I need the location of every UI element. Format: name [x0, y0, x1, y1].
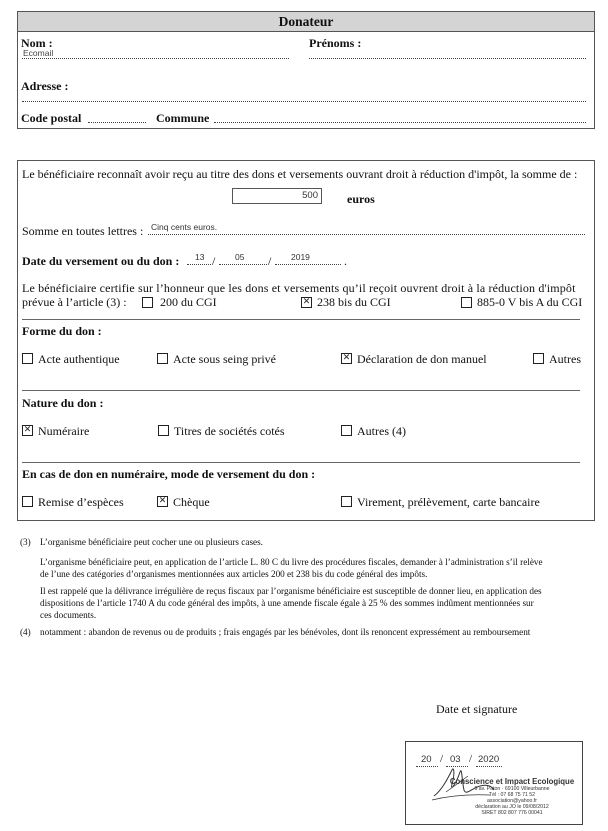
article-238-label: 238 bis du CGI — [317, 295, 391, 309]
code-postal-label: Code postal — [21, 111, 82, 125]
note-4-number: (4) — [20, 627, 31, 637]
article-238-checkbox[interactable]: ✕ — [302, 297, 311, 307]
stamp-line-5: SIRET 802 807 776 00041 — [481, 810, 543, 816]
amount-value: 500 — [302, 190, 318, 201]
date-day[interactable]: 13 — [195, 252, 205, 262]
signature-day: 20 — [421, 754, 432, 765]
forme-sous-seing-label: Acte sous seing privé — [173, 352, 276, 366]
forme-autres-label: Autres — [549, 352, 581, 366]
nature-numeraire-checkbox[interactable]: ✕ — [23, 425, 32, 435]
letters-dotted-line — [148, 234, 585, 235]
forme-acte-authentique-label: Acte authentique — [38, 352, 120, 366]
forme-title: Forme du don : — [22, 324, 102, 338]
note-3-p3a: Il est rappelé que la délivrance irrégulière de reçus fiscaux par l’organisme bénéficiaire est susceptible de donner lieu, en application des — [40, 586, 542, 596]
prenoms-label: Prénoms : — [309, 36, 362, 50]
forme-sous-seing-checkbox[interactable] — [157, 353, 168, 364]
signature-year: 2020 — [478, 754, 500, 765]
note-3-p3c: ces documents. — [40, 610, 97, 620]
mode-virement-checkbox[interactable] — [341, 496, 352, 507]
commune-label: Commune — [156, 111, 210, 125]
receipt-intro: Le bénéficiaire reconnaît avoir reçu au titre des dons et versements ouvrant droit à réduction d'impôt, la somme de : — [22, 167, 578, 181]
nom-label: Nom : — [21, 36, 53, 50]
divider-2 — [22, 390, 580, 391]
adresse-dotted-line — [22, 101, 586, 102]
mode-especes-label: Remise d’espèces — [38, 495, 124, 509]
prenoms-dotted-line — [309, 58, 586, 59]
letters-value[interactable]: Cinq cents euros. — [151, 222, 218, 232]
forme-autres-checkbox[interactable] — [533, 353, 544, 364]
stamp-line-1: 9 av. Paton · 69100 Villeurbanne — [474, 786, 550, 792]
signature-month: 03 — [450, 754, 461, 765]
mode-title: En cas de don en numéraire, mode de versement du don : — [22, 467, 316, 481]
amount-field[interactable] — [232, 188, 322, 204]
date-year[interactable]: 2019 — [291, 252, 310, 262]
article-200-label: 200 du CGI — [160, 295, 217, 309]
date-sep-2: / — [268, 254, 272, 268]
signature-sep-2: / — [469, 753, 473, 765]
forme-don-manuel-checkbox[interactable]: ✕ — [342, 353, 351, 363]
mode-virement-label: Virement, prélèvement, carte bancaire — [357, 495, 540, 509]
date-label: Date du versement ou du don : — [22, 254, 180, 268]
forme-acte-authentique-checkbox[interactable] — [22, 353, 33, 364]
stamp-line-4: déclaration au JO le 09/08/2012 — [475, 804, 549, 810]
mode-cheque-label: Chèque — [173, 495, 210, 509]
letters-label: Somme en toutes lettres : — [22, 224, 144, 238]
nature-autres-label: Autres (4) — [357, 424, 406, 438]
date-month-line — [219, 264, 267, 265]
note-3-p1: L’organisme bénéficiaire peut cocher une ou plusieurs cases. — [40, 537, 263, 547]
date-year-line — [275, 264, 341, 265]
article-200-checkbox[interactable] — [142, 297, 153, 308]
nature-autres-checkbox[interactable] — [341, 425, 352, 436]
commune-dotted-line — [214, 122, 586, 123]
article-885-checkbox[interactable] — [461, 297, 472, 308]
nom-dotted-line — [22, 58, 289, 59]
association-stamp — [444, 777, 580, 816]
date-month[interactable]: 05 — [235, 252, 245, 262]
nature-titres-checkbox[interactable] — [158, 425, 169, 436]
nom-value[interactable]: Ecomail — [23, 48, 54, 58]
date-sep-1: / — [212, 254, 216, 268]
mode-especes-checkbox[interactable] — [22, 496, 33, 507]
stamp-name: Conscience et Impact Ecologique — [449, 777, 575, 786]
date-end: . — [344, 254, 347, 268]
donor-header-title: Donateur — [278, 14, 334, 29]
note-3-p2b: de l’une des catégories d’organismes mentionnées aux articles 200 et 238 bis du code général des impôts. — [40, 569, 428, 579]
divider-3 — [22, 462, 580, 463]
stamp-line-2: Tél : 07 68 75 71 52 — [488, 792, 536, 798]
note-3-p3b: dispositions de l’article 1740 A du code général des impôts, à une amende fiscale égale à 25 % des sommes indûment mentionnées sur — [40, 598, 534, 608]
note-4-text: notamment : abandon de revenus ou de produits ; frais engagés par les bénévoles, dont ils renoncent expressément au remboursement — [40, 627, 531, 637]
adresse-label: Adresse : — [21, 79, 69, 93]
date-day-line — [187, 264, 211, 265]
certify-line-2: prévue à l’article (3) : — [22, 295, 127, 309]
nature-numeraire-label: Numéraire — [38, 424, 90, 438]
stamp-line-3: association@yahoo.fr — [487, 798, 537, 804]
mode-cheque-checkbox[interactable]: ✕ — [158, 496, 167, 506]
certify-line-1: Le bénéficiaire certifie sur l’honneur que les dons et versements qu’il reçoit ouvrent droit à la réduction d'impôt — [22, 281, 576, 295]
nature-titres-label: Titres de sociétés cotés — [174, 424, 285, 438]
donor-section — [17, 11, 595, 129]
code-postal-dotted-line — [88, 122, 146, 123]
signature-sep-1: / — [440, 753, 444, 765]
signature-label: Date et signature — [436, 702, 518, 716]
divider-1 — [22, 319, 580, 320]
forme-don-manuel-label: Déclaration de don manuel — [357, 352, 487, 366]
article-885-label: 885-0 V bis A du CGI — [477, 295, 583, 309]
nature-title: Nature du don : — [22, 396, 104, 410]
note-3-p2a: L’organisme bénéficiaire peut, en application de l’article L. 80 C du livre des procédures fiscales, demander à l’administration s’il relève — [40, 557, 543, 567]
currency-label: euros — [347, 192, 375, 206]
note-3-number: (3) — [20, 537, 31, 547]
donor-header — [18, 12, 594, 32]
